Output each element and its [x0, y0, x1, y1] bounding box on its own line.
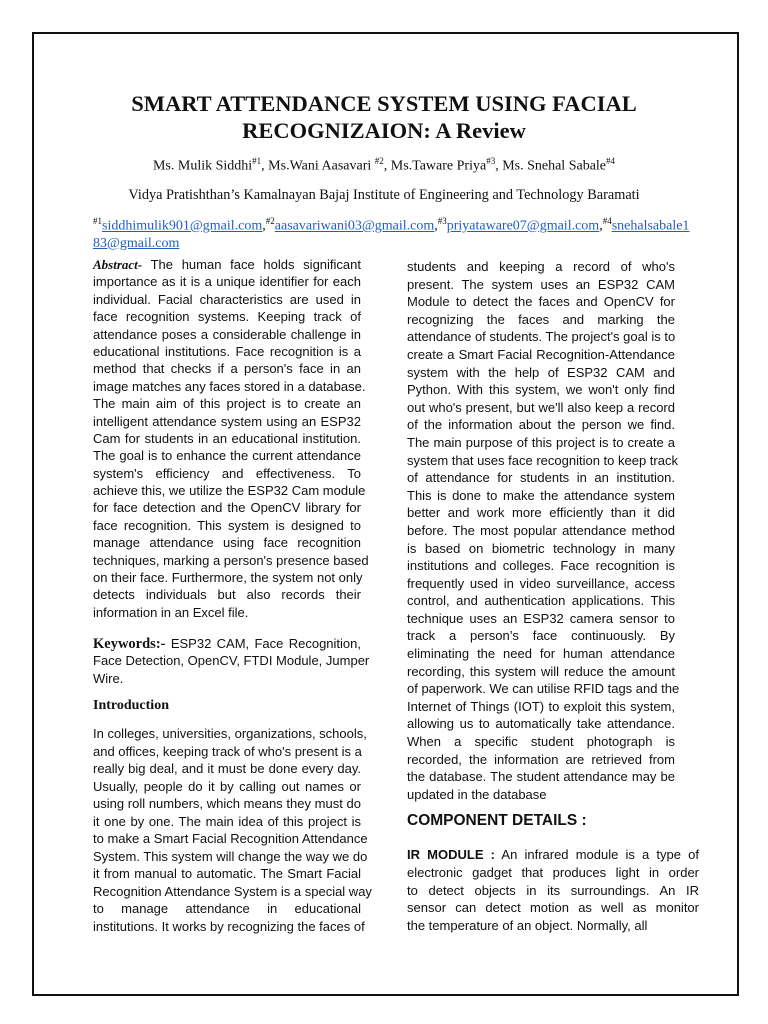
- line-text: achieve this, we utilize the ESP32 Cam module: [93, 483, 366, 499]
- keywords: [93, 635, 370, 687]
- line-text: to make a Smart Facial Recognition Attendance: [93, 831, 368, 846]
- text-line: [407, 452, 678, 470]
- line-text: individual. Facial characteristics are used in: [93, 291, 361, 307]
- line-text: detects individuals but also records their: [93, 587, 361, 603]
- text-line: [407, 680, 680, 698]
- text-line: [407, 645, 675, 663]
- text-line: [93, 395, 361, 412]
- introduction-continued: [407, 258, 680, 803]
- text-line: [407, 311, 675, 329]
- line-text: better and work more efficiently than it did: [407, 505, 675, 521]
- paper-title: [60, 90, 708, 144]
- line-text: system that uses face recognition to keep track: [407, 452, 678, 468]
- line-text: it one by one. The main idea of this project is: [93, 813, 361, 829]
- line-text: before. The most popular attendance method: [407, 522, 675, 538]
- line-text: ESP32 CAM, Face Recognition,: [165, 636, 361, 651]
- text-line: [407, 469, 675, 487]
- line-text: out who's present, but we'll also keep a record: [407, 399, 675, 415]
- text-line: [407, 522, 675, 540]
- text-line: [407, 258, 675, 276]
- line-text: In colleges, universities, organizations, schools,: [93, 726, 367, 741]
- line-text: sensor can detect motion as well as monitor: [407, 900, 699, 916]
- text-line: [93, 465, 361, 482]
- line-text: The goal is to enhance the current attendance: [93, 448, 361, 464]
- line-text: educational institutions. Face recognition is a: [93, 343, 361, 359]
- line-text: to detect objects in its surroundings. An IR: [407, 882, 699, 898]
- text-line: [407, 768, 675, 786]
- line-text: institutions. It works by recognizing the faces of: [93, 918, 365, 934]
- introduction-heading: Introduction: [93, 698, 169, 713]
- line-text: attendance poses a considerable challenge in: [93, 326, 361, 342]
- text-line: [93, 795, 361, 813]
- text-line: [93, 552, 369, 569]
- text-line: [93, 273, 361, 290]
- line-text: for face detection and the OpenCV library for: [93, 500, 361, 516]
- text-line: [407, 592, 675, 610]
- separator: ,: [262, 218, 266, 234]
- line-text: importance as it is a unique identifier for each: [93, 274, 361, 290]
- line-text: system with the help of ESP32 CAM and: [407, 364, 675, 380]
- text-line: [407, 610, 675, 628]
- line-text: of paperwork. We can utilise RFID tags and the: [407, 681, 680, 697]
- email-mark: #3: [437, 216, 447, 226]
- text-line: [407, 663, 675, 681]
- text-line: [93, 430, 361, 447]
- line-text: recording, this system will reduce the amount: [407, 663, 675, 679]
- text-line: [407, 540, 675, 558]
- introduction-body: [93, 725, 372, 935]
- text-line: [93, 604, 361, 621]
- line-text: Wire.: [93, 670, 124, 686]
- line-text: attendance of students. The project's goal is to: [407, 329, 676, 345]
- author-name: , Ms.Taware Priya: [383, 158, 487, 174]
- text-line: [93, 743, 361, 761]
- line-text: really big deal, and it must be done every day.: [93, 761, 361, 776]
- text-line: [93, 586, 361, 603]
- author-mark: #1: [252, 156, 262, 166]
- line-text: manage attendance using face recognition: [93, 535, 361, 551]
- text-line: [93, 848, 368, 866]
- email-link[interactable]: priyataware07@gmail.com: [446, 218, 600, 234]
- author-name: , Ms. Snehal Sabale: [495, 158, 607, 174]
- text-line: [407, 917, 699, 935]
- text-line: [93, 918, 365, 936]
- line-text: recorded, the information are retrieved from: [407, 751, 675, 767]
- line-text: recognizing the faces and marking the: [407, 311, 675, 327]
- line-text: Internet of Things (IOT) to exploit this system,: [407, 698, 675, 714]
- text-line: [407, 293, 675, 311]
- line-text: is based on biometric technology in many: [407, 540, 675, 556]
- text-line: [407, 575, 675, 593]
- line-text: technique uses an ESP32 camera sensor to: [407, 610, 675, 626]
- text-line: [407, 899, 699, 917]
- author-mark: #2: [374, 156, 384, 166]
- paragraph-lead: Keywords:-: [93, 636, 166, 652]
- text-line: [407, 399, 675, 417]
- line-text: the database. The student attendance may be: [407, 769, 675, 785]
- line-text: and offices, keeping track of who's present is a: [93, 743, 362, 759]
- text-line: [93, 813, 361, 831]
- text-line: [407, 381, 675, 399]
- separator: ,: [599, 218, 603, 234]
- text-line: [407, 864, 699, 882]
- text-line: [407, 627, 675, 645]
- title-line: RECOGNIZAION: A Review: [242, 118, 526, 143]
- line-text: Module to detect the faces and OpenCV for: [407, 294, 675, 310]
- text-line: [93, 865, 361, 883]
- text-line: [93, 652, 370, 669]
- text-line: [93, 635, 361, 652]
- paragraph-lead: Abstract-: [93, 257, 143, 272]
- line-text: Cam for students in an educational institution.: [93, 430, 361, 446]
- author-name: Ms. Mulik Siddhi: [152, 158, 253, 174]
- text-line: [93, 569, 361, 586]
- text-line: [407, 487, 675, 505]
- line-text: Face Detection, OpenCV, FTDI Module, Jumper: [93, 653, 370, 669]
- line-text: When a specific student photograph is: [407, 734, 675, 750]
- text-line: [93, 534, 361, 551]
- author-mark: #4: [606, 156, 616, 166]
- text-line: [93, 447, 361, 464]
- paragraph-lead: IR MODULE :: [407, 847, 495, 862]
- text-line: [407, 346, 675, 364]
- email-mark: #4: [602, 216, 612, 226]
- text-line: [93, 360, 361, 377]
- text-line: [93, 883, 372, 901]
- text-line: [407, 882, 699, 900]
- text-line: [93, 413, 361, 430]
- text-line: [93, 308, 361, 325]
- text-line: [93, 499, 361, 516]
- line-text: image matches any faces stored in a database.: [93, 378, 366, 394]
- line-text: An infrared module is a type of: [494, 847, 699, 862]
- text-line: [407, 434, 675, 452]
- text-line: [93, 900, 361, 918]
- text-line: [407, 416, 675, 434]
- text-line: [407, 715, 675, 733]
- line-text: create a Smart Facial Recognition-Attendance: [407, 346, 675, 362]
- email-link[interactable]: siddhimulik901@gmail.com: [102, 218, 263, 234]
- separator: ,: [434, 218, 438, 234]
- abstract: [93, 256, 369, 621]
- line-text: it from manual to automatic. The Smart Facial: [93, 866, 361, 881]
- email-link[interactable]: snehalsabale183@gmail.com: [93, 218, 690, 251]
- text-line: [407, 504, 675, 522]
- line-text: Recognition Attendance System is a special way: [93, 883, 372, 899]
- text-line: [93, 760, 361, 778]
- line-text: of the information about the person we find.: [407, 417, 675, 433]
- text-line: [407, 751, 675, 769]
- email-mark: #1: [93, 216, 102, 226]
- line-text: control, and authentication applications. This: [407, 593, 675, 609]
- line-text: frequently used in video surveillance, access: [407, 575, 675, 591]
- line-text: students and keeping a record of who's: [407, 259, 675, 274]
- text-line: [407, 328, 675, 346]
- text-line: [93, 725, 367, 743]
- line-text: institutions and colleges. Face recognition is: [407, 558, 675, 574]
- text-line: [407, 557, 675, 575]
- ir-module-paragraph: [407, 846, 699, 935]
- line-text: updated in the database: [407, 786, 547, 802]
- line-text: face recognition. This system is designed to: [93, 517, 361, 533]
- email-link[interactable]: aasavariwani03@gmail.com: [274, 218, 435, 234]
- line-text: The main aim of this project is to create an: [93, 396, 361, 412]
- line-text: Usually, people do it by calling out names or: [93, 778, 361, 794]
- line-text: of attendance for students in an institution.: [407, 470, 675, 486]
- line-text: eliminating the need for human attendance: [407, 646, 675, 662]
- text-line: [93, 830, 368, 848]
- email-mark: #2: [265, 216, 275, 226]
- title-line: SMART ATTENDANCE SYSTEM USING FACIAL: [131, 91, 637, 116]
- line-text: Python. With this system, we won't only find: [407, 382, 675, 398]
- line-text: The human face holds significant: [142, 257, 361, 272]
- line-text: allowing us to automatically take attendance.: [407, 716, 675, 732]
- author-emails: [93, 213, 693, 252]
- line-text: techniques, marking a person's presence based: [93, 552, 369, 568]
- text-line: [93, 291, 361, 308]
- text-line: [93, 482, 366, 499]
- text-line: [93, 517, 361, 534]
- text-line: [93, 326, 361, 343]
- line-text: face recognition systems. Keeping track of: [93, 309, 361, 325]
- line-text: using roll numbers, which means they must do: [93, 796, 361, 811]
- line-text: method that checks if a person's face in an: [93, 361, 361, 377]
- line-text: intelligent attendance system using an ESP32: [93, 413, 361, 429]
- line-text: System. This system will change the way we do: [93, 848, 368, 864]
- text-line: [93, 378, 366, 395]
- text-line: [407, 733, 675, 751]
- line-text: The main purpose of this project is to create a: [407, 434, 675, 450]
- text-line: [93, 343, 361, 360]
- text-line: [407, 364, 675, 382]
- line-text: system's efficiency and effectiveness. To: [93, 465, 361, 481]
- line-text: electronic gadget that produces light in order: [407, 864, 699, 880]
- text-line: [93, 778, 361, 796]
- authors: [60, 156, 708, 175]
- line-text: This is done to make the attendance system: [407, 487, 675, 503]
- line-text: track a person’s face continuously. By: [407, 628, 675, 644]
- text-line: [93, 670, 361, 687]
- affiliation: Vidya Pratishthan’s Kamalnayan Bajaj Institute of Engineering and Technology Baramati: [128, 187, 640, 203]
- line-text: present. The system uses an ESP32 CAM: [407, 276, 675, 292]
- author-name: , Ms.Wani Aasavari: [261, 158, 375, 174]
- text-line: [407, 698, 675, 716]
- text-line: [407, 786, 675, 804]
- author-mark: #3: [486, 156, 496, 166]
- component-details-heading: COMPONENT DETAILS :: [407, 812, 587, 829]
- line-text: the temperature of an object. Normally, all: [407, 918, 648, 934]
- text-line: [407, 276, 675, 294]
- text-line: [93, 256, 361, 273]
- text-line: [407, 846, 699, 864]
- line-text: information in an Excel file.: [93, 604, 249, 620]
- line-text: to manage attendance in educational: [93, 901, 361, 916]
- line-text: on their face. Furthermore, the system not only: [93, 570, 363, 586]
